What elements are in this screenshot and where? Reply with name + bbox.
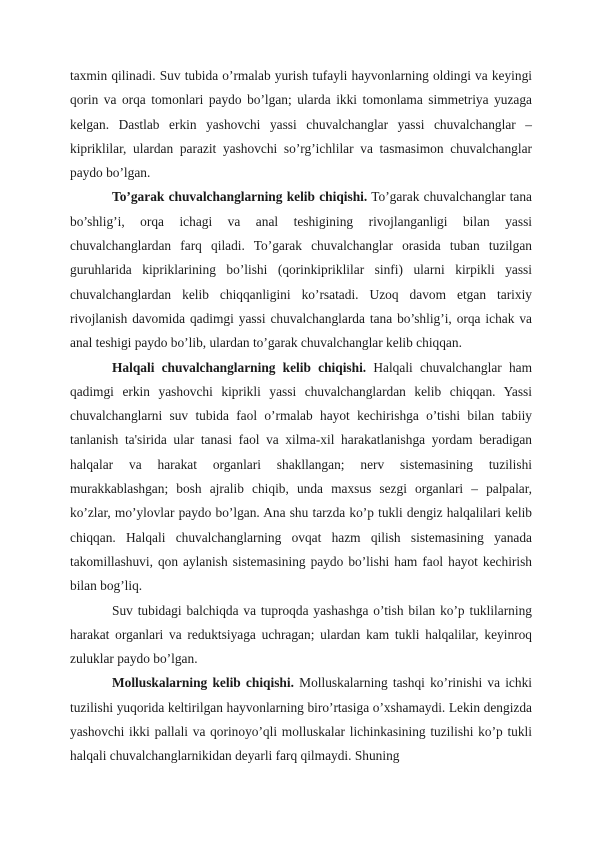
- paragraph-text: To’garak chuvalchanglar tana bo’shlig’i, orqa ichagi va anal teshigining rivojlanganligi bilan yassi chuvalchanglardan farq qiladi. To’garak chuvalchanglar orasida tuban tuzilgan guruhlarida kipriklarining bo’lishi (qorinkipriklilar sinfi) ularni kirpikli yassi chuvalchanglardan kelib chiqqanligini ko’rsatadi. Uzoq davom etgan tarixiy rivojlanish davomida qadimgi yassi chuvalchanglarda tana bo’shlig’i, orqa ichak va anal teshigi paydo bo’lib, ulardan to’garak chuvalchanglar kelib chiqqan.: [70, 189, 532, 351]
- section-heading-molluscs: Molluskalarning kelib chiqishi.: [112, 675, 294, 691]
- section-heading-roundworms: To’garak chuvalchanglarning kelib chiqishi.: [112, 189, 368, 205]
- paragraph-text: taxmin qilinadi. Suv tubida o’rmalab yurish tufayli hayvonlarning oldingi va keyingi qorin va orqa tomonlari paydo bo’lgan; ularda ikki tomonlama simmetriya yuzaga kelgan. Dastlab erkin yashovchi yassi chuvalchanglar yassi chuvalchanglar – kipriklilar, ulardan parazit yashovchi so’rg’ichlilar va tasmasimon chuvalchanglar paydo bo’lgan.: [70, 68, 532, 181]
- paragraph-1: [70, 64, 532, 185]
- paragraph-2: [70, 185, 532, 355]
- paragraph-4: [70, 599, 532, 672]
- paragraph-text: Molluskalarning tashqi ko’rinishi va ichki tuzilishi yuqorida keltirilgan hayvonlarning biro’rtasiga o’xshamaydi. Lekin dengizda yashovchi ikki pallali va qorinoyo’qli molluskalar lichinkasining tuzilishi ko’p tukli halqali chuvalchanglarnikidan deyarli farq qilmaydi. Shuning: [70, 675, 532, 764]
- paragraph-text: Halqali chuvalchanglar ham qadimgi erkin yashovchi kiprikli yassi chuvalchanglardan kelib chiqqan. Yassi chuvalchanglarni suv tubida faol o’rmalab hayot kechirishga o’tishi bilan tabiiy tanlanish ta'sirida ular tanasi faol va xilma-xil harakatlanishga yordam beradigan halqalar va harakat organlari shakllangan; nerv sistemasining tuzilishi murakkablashgan; bosh ajralib chiqib, unda maxsus sezgi organlari – palpalar, ko’zlar, mo’ylovlar paydo bo’lgan. Ana shu tarzda ko’p tukli dengiz halqalilari kelib chiqqan. Halqali chuvalchanglarning ovqat hazm qilish sistemasining yanada takomillashuvi, qon aylanish sistemasining paydo bo’lishi ham faol hayot kechirish bilan bog’liq.: [70, 359, 532, 594]
- paragraph-3: [70, 356, 532, 599]
- paragraph-text: Suv tubidagi balchiqda va tuproqda yashashga o’tish bilan ko’p tuklilarning harakat organlari va reduktsiyaga uchragan; ulardan kam tukli halqalilar, keyinroq zuluklar paydo bo’lgan.: [70, 602, 532, 667]
- paragraph-5: [70, 671, 532, 768]
- section-heading-annelids: Halqali chuvalchanglarning kelib chiqishi.: [112, 359, 367, 375]
